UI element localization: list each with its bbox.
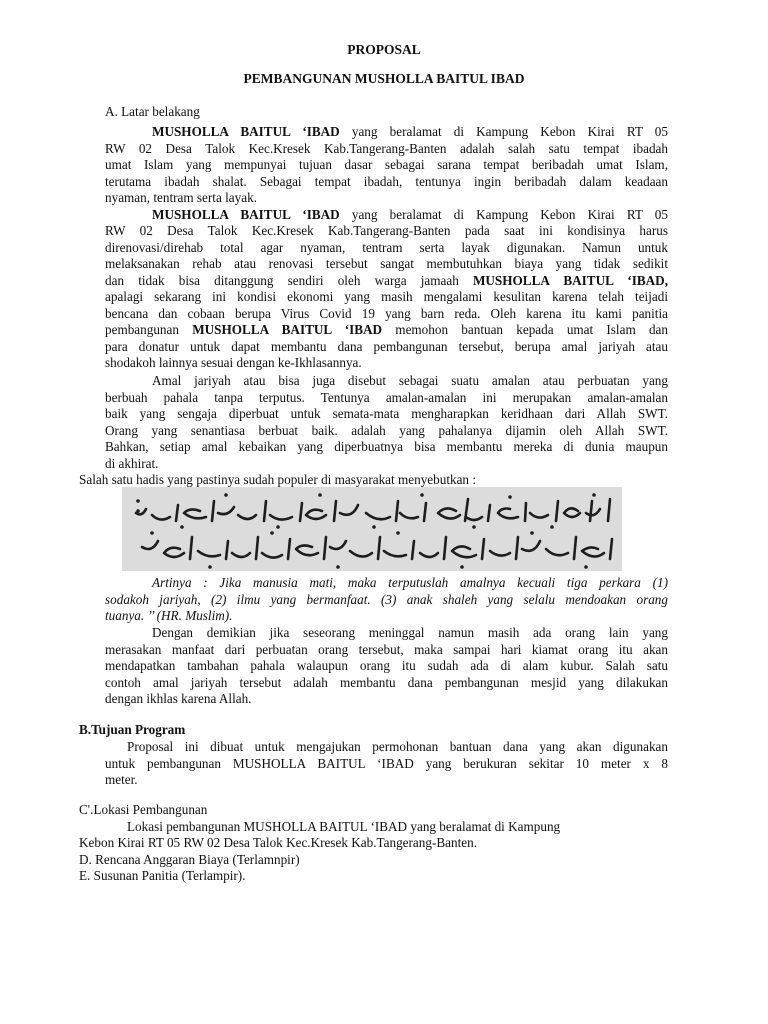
p4-line-2: merasakan manfaat dari perbuatan orang tersebut, maka sampai hari kiamat orang itu akan [105,641,668,657]
section-c-line-2: Kebon Kirai RT 05 RW 02 Desa Talok Kec.Kresek Kab.Tangerang-Banten. [79,835,478,850]
p3-line-2: berbuah pahala tanpa terputus. Tentunya amalan-amalan ini merupakan amalan-amalan [105,389,668,405]
arabic-hadith-image [122,487,622,571]
p3-line-5: Bahkan, setiap amal kebaikan yang diperbuatnya bisa membantu mereka di dunia maupun [105,439,668,454]
p3-line-6: di akhirat. [105,455,159,471]
p3-line-3: baik yang sengaja diperbuat untuk semata-mata mengharapkan keridhaan dari Allah SWT. [105,406,668,421]
p4-line-3: mendapatkan tambahan pahala walaupun orang itu sudah ada di alam kubur. Salah satu [105,658,668,673]
p3-line-4: Orang yang senantiasa berbuat baik. adalah yang pahalanya dijamin oleh Allah SWT. [105,422,668,438]
p2-line-3: direnovasi/direhab total agar nyaman, tentram serta layak digunakan. Namun untuk [105,239,668,255]
p2-line-8: pembangunan MUSHOLLA BAITUL ‘IBAD memohon bantuan kepada umat Islam dan [105,322,668,337]
arabic-calligraphy-icon [122,487,622,571]
p2-line-1: MUSHOLLA BAITUL ‘IBAD yang beralamat di Kampung Kebon Kirai RT 05 [152,206,668,222]
p4-line-1: Dengan demikian jika seseorang meninggal namun masih ada orang lain yang [152,625,668,640]
section-b-line-3: meter. [105,772,138,787]
section-b-line-2: untuk pembangunan MUSHOLLA BAITUL ‘IBAD yang berukuran sekitar 10 meter x 8 [105,755,668,771]
section-d: D. Rencana Anggaran Biaya (Terlamnpir) [79,852,300,867]
section-b-heading: B.Tujuan Program [79,722,186,737]
p2-line-7: bencana dan cobaan berupa Virus Covid 19 yang barn reda. Oleh karena itu kami panitia [105,305,668,321]
section-b-line-1: Proposal ini dibuat untuk mengajukan permohonan bantuan dana yang akan digunakan [127,739,668,754]
section-a-heading: A. Latar belakang [105,104,200,119]
p2-line-6: apalagi sekarang ini kondisi ekonomi yang masih mengalami kesulitan karena telah teijadi [105,289,668,304]
p2-line-5: dan tidak bisa ditanggung sendiri oleh warga jamaah MUSHOLLA BAITUL ‘IBAD, [105,272,668,288]
section-c-heading: C'.Lokasi Pembangunan [79,802,208,817]
p2-line-10: shodakoh lainnya sesuai dengan ke-Ikhlasannya. [105,355,362,370]
p1-line-1: MUSHOLLA BAITUL ‘IBAD yang beralamat di Kampung Kebon Kirai RT 05 [152,124,668,139]
p1-line-2: RW 02 Desa Talok Kec.Kresek Kab.Tangerang-Banten adalah salah satu tempat ibadah [105,140,668,156]
hadith-intro: Salah satu hadis yang pastinya sudah populer di masyarakat menyebutkan : [79,472,476,487]
translation-line-2: sodakoh jariyah, (2) ilmu yang bermanfaat. (3) anak shaleh yang selalu mendoakan orang [105,591,668,607]
p2-line-4: melaksanakan rehab atau renovasi tersebut sangat membutuhkan biaya yang tidak sedikit [105,256,668,271]
translation-line-1: Artinya : Jika manusia mati, maka terputuslah amalnya kecuali tiga perkara (1) [152,575,668,590]
p4-line-4: contoh amal jariyah tersebut adalah membantu dana pembangunan mesjid yang dilakukan [105,674,668,690]
section-c-line-1: Lokasi pembangunan MUSHOLLA BAITUL ‘IBAD yang beralamat di Kampung [127,819,561,834]
document-title: PROPOSAL [347,42,421,57]
p1-line-3: umat Islam yang mempunyai tujuan dasar sebagai sarana tempat beribadah umat Islam, [105,157,668,172]
p2-line-9: para donatur untuk dapat membantu dana pembangunan tersebut, berupa amal jariyah atau [105,338,668,354]
translation-line-3: tuanya. ’’ (HR. Muslim). [105,608,233,623]
p4-line-5: dengan ikhlas karena Allah. [105,691,252,706]
p1-line-4: terutama ibadah shalat. Sebagai tempat ibadah, tentunya ingin beribadah dalam keadaan [105,173,668,189]
p2-line-2: RW 02 Desa Talok Kec.Kresek Kab.Tangerang-Banten pada saat ini kondisinya harus [105,223,668,238]
p1-line-5: nyaman, tentram serta layak. [105,190,257,205]
section-e: E. Susunan Panitia (Terlampir). [79,868,246,883]
document-subtitle: PEMBANGUNAN MUSHOLLA BAITUL IBAD [243,71,525,86]
p3-line-1: Amal jariyah atau bisa juga disebut sebagai suatu amalan atau perbuatan yang [152,373,668,388]
